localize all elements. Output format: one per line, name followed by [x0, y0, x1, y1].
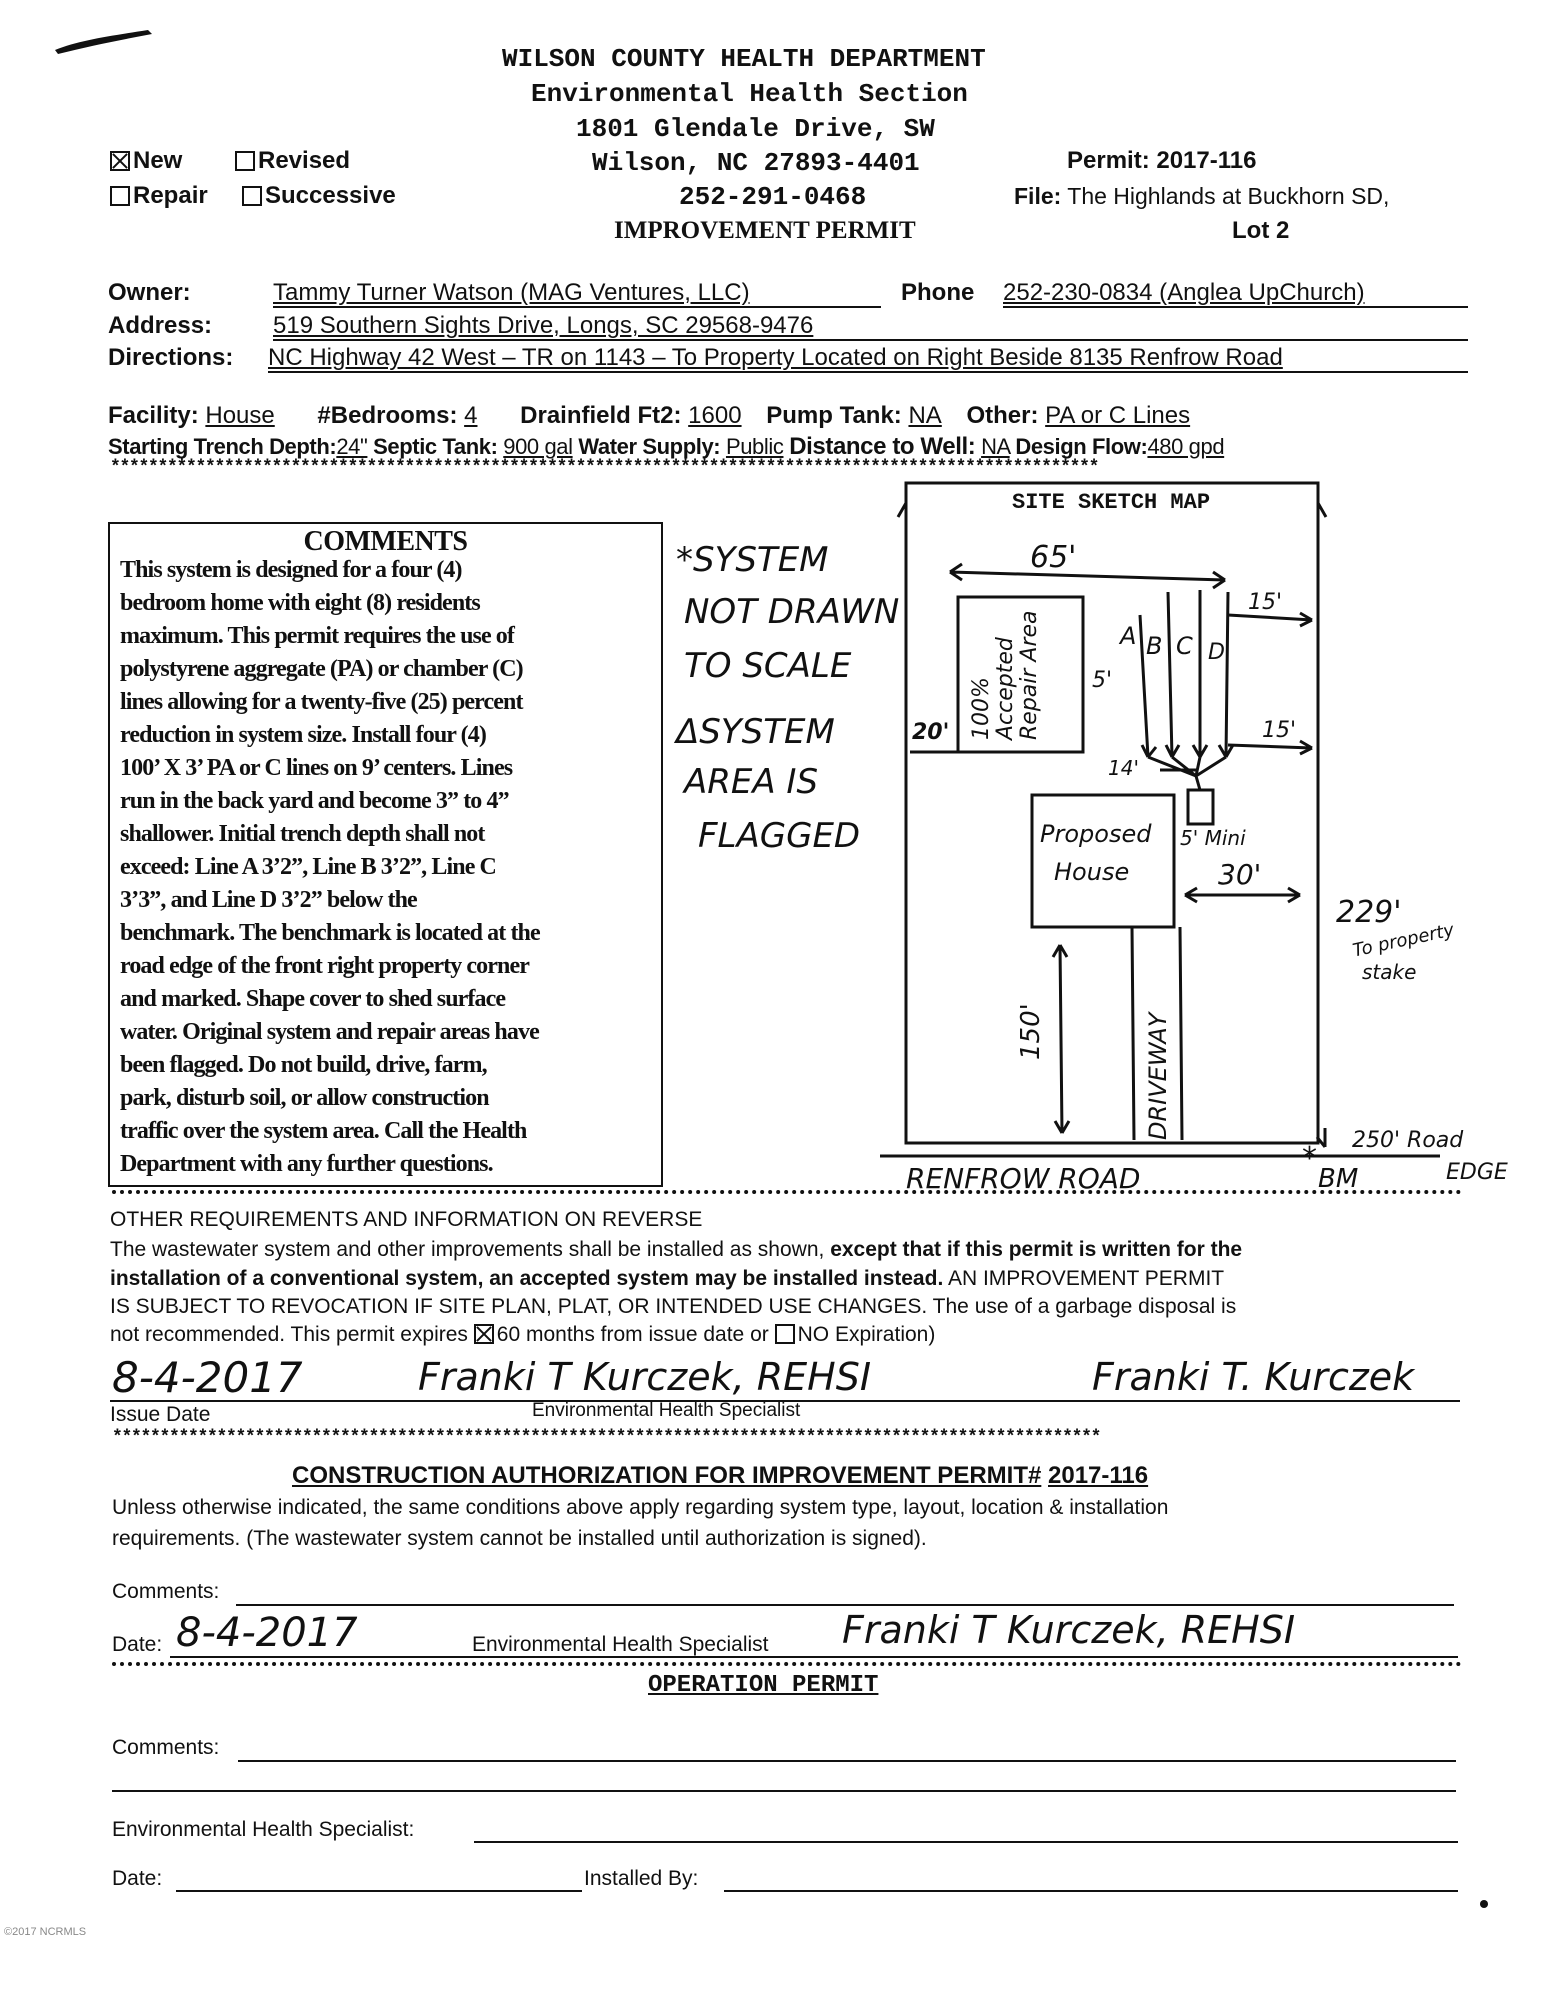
separator-middle: ******************************************************************************************************** — [112, 1428, 1101, 1448]
stake-label-3: stake — [1362, 960, 1417, 984]
footer-copyright: ©2017 NCRMLS — [4, 1926, 87, 1938]
construction-comments-field[interactable] — [236, 1604, 1454, 1606]
line-b-label: B — [1146, 632, 1163, 660]
operation-date-field[interactable] — [176, 1890, 582, 1892]
dim-right-top: 15' — [1248, 590, 1283, 615]
facility-row: Facility: House #Bedrooms: 4 Drainfield Ft2: 1600 Pump Tank: NA Other: PA or C Lines — [108, 402, 1191, 429]
issue-signature: Franki T Kurczek, REHSI — [418, 1355, 872, 1399]
owner-label: Owner: — [108, 279, 191, 306]
house-label-2: House — [1054, 858, 1130, 886]
stake-label-1: 229' — [1336, 895, 1402, 930]
road-edge-label-1: 250' Road — [1352, 1128, 1464, 1153]
dim-width: 65' — [1030, 540, 1077, 575]
comments-title: COMMENTS — [303, 526, 468, 557]
note-line-4: ΔSYSTEM — [676, 712, 835, 752]
note-line-5: AREA IS — [684, 762, 819, 802]
note-line-6: FLAGGED — [698, 816, 861, 856]
operation-specialist-field[interactable] — [474, 1841, 1458, 1843]
comments-text: This system is designed for a four (4) bedroom home with eight (8) residents maximum. This permit requires the use of polystyrene aggregate (PA) or chamber (C) lines allowing for a twenty-five (25) percent reduction in system size. Install four (4) 100’ X 3’ PA or C lines on 9’ centers. Lines run in the back yard and become 3” to 4” shallower. Initial trench depth shall not exceed: Line A 3’2”, Line B 3’2”, Line C 3’3”, and Line D 3’2” below the benchmark. The benchmark is located at the road edge of the front right property corner and marked. Shape cover to shed surface water. Original system and repair areas have been flagged. Do not build, drive, farm, park, disturb soil, or allow construction traffic over the system area. Call the Health Department with any further questions. — [120, 557, 540, 1177]
address-value: 519 Southern Sights Drive, Longs, SC 29568-9476 — [273, 312, 814, 339]
operation-comments-field[interactable] — [238, 1760, 1456, 1762]
construction-date-label: Date: — [112, 1633, 163, 1656]
line-d-label: D — [1208, 640, 1225, 665]
construction-signature: Franki T Kurczek, REHSI — [842, 1608, 1296, 1652]
dotted-separator-2 — [112, 1662, 1462, 1666]
dotted-separator — [112, 1190, 1462, 1194]
requirements-line-4: not recommended. This permit expires 60 months from issue date or NO Expiration) — [110, 1323, 936, 1346]
driveway-label: DRIVEWAY — [1144, 1012, 1172, 1140]
construction-specialist-label: Environmental Health Specialist — [472, 1633, 769, 1656]
operation-installed-label: Installed By: — [584, 1867, 699, 1890]
operation-comments-label: Comments: — [112, 1736, 220, 1759]
dot-mark — [1480, 1900, 1488, 1908]
note-line-2: NOT DRAWN — [684, 592, 900, 632]
note-line-3: TO SCALE — [684, 646, 852, 686]
requirements-heading: OTHER REQUIREMENTS AND INFORMATION ON REVERSE — [110, 1208, 703, 1231]
dim-tank: 5' Mini — [1180, 826, 1246, 850]
checkbox-successive[interactable]: Successive — [242, 182, 396, 210]
note-line-1: *SYSTEM — [676, 540, 829, 580]
operation-title: OPERATION PERMIT — [648, 1672, 879, 1699]
separator-top: ******************************************************************************************************** — [110, 458, 1099, 478]
address-label: Address: — [108, 312, 213, 339]
section-name: Environmental Health Section — [531, 79, 968, 109]
line-c-label: C — [1176, 632, 1193, 660]
dim-left-gap: 20' — [912, 720, 950, 745]
dim-repair-gap: 5' — [1092, 668, 1113, 693]
phone-value: 252-230-0834 (Anglea UpChurch) — [1003, 279, 1365, 306]
operation-specialist-label: Environmental Health Specialist: — [112, 1818, 415, 1841]
bm-star-icon: * — [1302, 1141, 1317, 1176]
issue-printed-name: Franki T. Kurczek — [1092, 1355, 1415, 1399]
road-label: RENFROW ROAD — [906, 1162, 1141, 1195]
repair-area-label: 100% Accepted Repair Area — [969, 610, 1042, 740]
doc-type: IMPROVEMENT PERMIT — [614, 217, 916, 244]
line-a-label: A — [1120, 622, 1137, 650]
tank-rect — [1188, 790, 1213, 824]
construction-date-value: 8-4-2017 — [176, 1610, 358, 1656]
lot-number: Lot 2 — [1232, 217, 1290, 244]
operation-date-label: Date: — [112, 1867, 163, 1890]
dim-house-gap: 30' — [1218, 858, 1262, 891]
construction-text-2: requirements. (The wastewater system cannot be installed until authorization is signed). — [112, 1527, 927, 1550]
construction-text-1: Unless otherwise indicated, the same conditions above apply regarding system type, layout, location & installation — [112, 1496, 1169, 1519]
site-sketch-title: SITE SKETCH MAP — [1012, 490, 1211, 515]
agency-name: WILSON COUNTY HEALTH DEPARTMENT — [502, 44, 986, 74]
bm-label: BM — [1318, 1164, 1359, 1194]
requirements-line-2: installation of a conventional system, an accepted system may be installed instead. AN IMPROVEMENT PERMIT — [110, 1267, 1225, 1290]
operation-comments-field-2[interactable] — [112, 1790, 1456, 1792]
dim-tank-gap: 14' — [1108, 756, 1139, 780]
issue-date-label: Issue Date — [110, 1403, 211, 1426]
checkbox-revised[interactable]: Revised — [235, 147, 350, 175]
expires-60-checkbox[interactable] — [474, 1324, 494, 1344]
directions-value: NC Highway 42 West – TR on 1143 – To Property Located on Right Beside 8135 Renfrow Road — [268, 344, 1283, 371]
construction-comments-label: Comments: — [112, 1580, 220, 1603]
requirements-line-1: The wastewater system and other improvements shall be installed as shown, except that if this permit is written for the — [110, 1238, 1243, 1261]
issue-date-value: 8-4-2017 — [112, 1353, 303, 1402]
checkbox-repair[interactable]: Repair — [110, 182, 208, 210]
house-label-1: Proposed — [1040, 820, 1152, 848]
city-address: Wilson, NC 27893-4401 — [592, 148, 920, 178]
file-reference: File: The Highlands at Buckhorn SD, — [1014, 183, 1390, 209]
checkbox-new[interactable]: New — [110, 147, 182, 175]
operation-installed-field[interactable] — [724, 1890, 1458, 1892]
directions-label: Directions: — [108, 344, 234, 371]
no-expiration-checkbox[interactable] — [775, 1324, 795, 1344]
property-boundary — [906, 483, 1318, 1143]
owner-value: Tammy Turner Watson (MAG Ventures, LLC) — [273, 279, 750, 306]
agency-phone: 252-291-0468 — [679, 182, 867, 212]
construction-title: CONSTRUCTION AUTHORIZATION FOR IMPROVEMENT PERMIT# 2017-116 — [292, 1462, 1149, 1489]
issue-specialist-label: Environmental Health Specialist — [532, 1400, 801, 1421]
trench-row: Starting Trench Depth:24" Septic Tank: 900 gal Water Supply: Public Distance to Well: NA Design Flow:480 gpd — [108, 433, 1225, 460]
road-edge-label-2: EDGE — [1446, 1160, 1508, 1185]
stake-label-2: To property — [1350, 919, 1457, 962]
phone-label: Phone — [901, 279, 975, 306]
permit-number: Permit: 2017-116 — [1067, 147, 1257, 174]
dim-right-mid: 15' — [1262, 718, 1297, 743]
requirements-line-3: IS SUBJECT TO REVOCATION IF SITE PLAN, PLAT, OR INTENDED USE CHANGES. The use of a garbage disposal is — [110, 1295, 1237, 1318]
street-address: 1801 Glendale Drive, SW — [576, 114, 935, 144]
dim-front: 150' — [1016, 1003, 1046, 1060]
